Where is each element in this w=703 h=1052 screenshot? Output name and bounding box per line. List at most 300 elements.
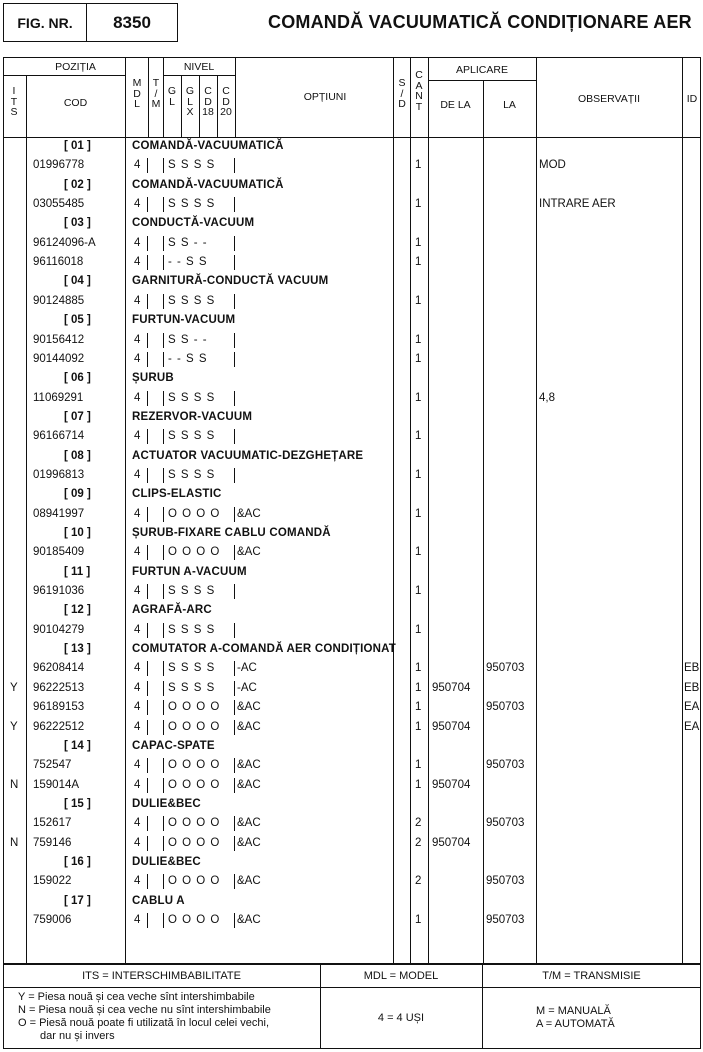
nivel-divider bbox=[163, 836, 164, 851]
table-row bbox=[0, 834, 703, 853]
cod-cell: 90104279 bbox=[33, 623, 85, 636]
group-name: ACTUATOR VACUUMATIC-DEZGHEȚARE bbox=[132, 449, 364, 462]
optiuni-cell: &AC bbox=[237, 778, 261, 791]
cod-cell: 759146 bbox=[33, 836, 72, 849]
fig-label: FIG. NR. bbox=[17, 14, 73, 31]
nivel-cell: O O O O bbox=[168, 701, 221, 714]
mdl-cell: 4 bbox=[134, 236, 141, 249]
group-header-row bbox=[0, 737, 703, 756]
cant-cell: 1 bbox=[415, 159, 422, 172]
mdl-divider bbox=[147, 623, 148, 638]
mdl-divider bbox=[147, 352, 148, 367]
header-sd: S / D bbox=[398, 77, 406, 110]
nivel-cell: S S - - bbox=[168, 333, 208, 346]
id-cell: EB bbox=[684, 662, 700, 675]
mdl-divider bbox=[147, 197, 148, 212]
nivel-divider bbox=[163, 720, 164, 735]
table-row bbox=[0, 679, 703, 698]
mdl-divider bbox=[147, 913, 148, 928]
col-line bbox=[235, 57, 236, 137]
mdl-divider bbox=[147, 333, 148, 348]
de-la-cell: 950704 bbox=[432, 681, 471, 694]
group-header-row bbox=[0, 369, 703, 388]
mdl-cell: 4 bbox=[134, 333, 141, 346]
cant-cell: 1 bbox=[415, 546, 422, 559]
cod-cell: 152617 bbox=[33, 817, 72, 830]
nivel-divider bbox=[163, 197, 164, 212]
mdl-cell: 4 bbox=[134, 681, 141, 694]
header-gl: G L bbox=[167, 85, 177, 108]
header-observatii: OBSERVAȚII bbox=[577, 93, 641, 105]
group-name: COMANDĂ-VACUUMATICĂ bbox=[132, 178, 284, 191]
nivel-end-divider bbox=[234, 236, 235, 251]
header-cant: C A N T bbox=[415, 69, 423, 113]
nivel-end-divider bbox=[234, 623, 235, 638]
mdl-divider bbox=[147, 874, 148, 889]
nivel-divider bbox=[163, 255, 164, 270]
legend-y: Y = Piesa nouă și cea veche sînt intershimbabile bbox=[18, 991, 255, 1003]
la-cell: 950703 bbox=[486, 701, 525, 714]
legend-mdl: MDL = MODEL bbox=[363, 970, 439, 982]
mdl-cell: 4 bbox=[134, 468, 141, 481]
legend-manual: M = MANUALĂ bbox=[536, 1005, 611, 1017]
group-header-row bbox=[0, 272, 703, 291]
optiuni-cell: -AC bbox=[237, 662, 257, 675]
group-name: CABLU A bbox=[132, 894, 185, 907]
nivel-cell: S S S S bbox=[168, 585, 216, 598]
nivel-end-divider bbox=[234, 429, 235, 444]
group-number: [ 08 ] bbox=[64, 449, 91, 462]
header-nivel: NIVEL bbox=[183, 61, 215, 73]
mdl-divider bbox=[147, 836, 148, 851]
cod-cell: 752547 bbox=[33, 759, 72, 772]
de-la-cell: 950704 bbox=[432, 720, 471, 733]
cant-cell: 1 bbox=[415, 662, 422, 675]
header-id: ID bbox=[686, 93, 698, 105]
mdl-cell: 4 bbox=[134, 759, 141, 772]
mdl-cell: 4 bbox=[134, 623, 141, 636]
mdl-cell: 4 bbox=[134, 662, 141, 675]
group-name: FURTUN A-VACUUM bbox=[132, 565, 247, 578]
cod-cell: 01996778 bbox=[33, 159, 85, 172]
legend-n: N = Piesa nouă și cea veche nu sînt intershimbabile bbox=[18, 1004, 271, 1016]
group-number: [ 15 ] bbox=[64, 797, 91, 810]
observatii-cell: MOD bbox=[539, 159, 566, 172]
its-cell: Y bbox=[10, 720, 18, 733]
nivel-divider bbox=[163, 158, 164, 173]
cant-cell: 1 bbox=[415, 720, 422, 733]
cant-cell: 1 bbox=[415, 759, 422, 772]
mdl-cell: 4 bbox=[134, 585, 141, 598]
mdl-cell: 4 bbox=[134, 914, 141, 926]
optiuni-cell: &AC bbox=[237, 759, 261, 772]
nivel-divider bbox=[163, 236, 164, 251]
table-row bbox=[0, 911, 703, 930]
cod-cell: 90185409 bbox=[33, 546, 85, 559]
mdl-cell: 4 bbox=[134, 778, 141, 791]
nivel-divider bbox=[163, 700, 164, 715]
optiuni-cell: &AC bbox=[237, 701, 261, 714]
cod-cell: 96124096-A bbox=[33, 236, 96, 249]
nivel-divider bbox=[163, 758, 164, 773]
group-name: GARNITURĂ-CONDUCTĂ VACUUM bbox=[132, 275, 329, 288]
group-name: DULIE&BEC bbox=[132, 797, 201, 810]
group-number: [ 05 ] bbox=[64, 314, 91, 327]
nivel-cell: O O O O bbox=[168, 817, 221, 830]
nivel-end-divider bbox=[234, 391, 235, 406]
legend-o: O = Piesă nouă poate fi utilizată în locul celei vechi, bbox=[18, 1017, 270, 1029]
nivel-cell: O O O O bbox=[168, 546, 221, 559]
mdl-divider bbox=[147, 584, 148, 599]
table-row bbox=[0, 543, 703, 562]
la-cell: 950703 bbox=[486, 817, 525, 830]
group-header-row bbox=[0, 214, 703, 233]
group-header-row bbox=[0, 311, 703, 330]
nivel-cell: O O O O bbox=[168, 875, 221, 888]
group-number: [ 17 ] bbox=[64, 894, 91, 907]
id-cell: EB bbox=[684, 681, 700, 694]
legend-its: ITS = INTERSCHIMBABILITATE bbox=[82, 970, 241, 982]
nivel-divider bbox=[163, 913, 164, 928]
nivel-cell: O O O O bbox=[168, 778, 221, 791]
mdl-cell: 4 bbox=[134, 701, 141, 714]
nivel-divider bbox=[163, 391, 164, 406]
group-header-row bbox=[0, 176, 703, 195]
nivel-divider bbox=[163, 352, 164, 367]
nivel-cell: S S S S bbox=[168, 662, 216, 675]
group-name: ȘURUB bbox=[132, 372, 174, 385]
cod-cell: 03055485 bbox=[33, 198, 85, 211]
group-number: [ 16 ] bbox=[64, 855, 91, 868]
legend-auto: A = AUTOMATĂ bbox=[536, 1018, 615, 1030]
nivel-end-divider bbox=[234, 197, 235, 212]
mdl-divider bbox=[147, 778, 148, 793]
mdl-cell: 4 bbox=[134, 159, 141, 172]
table-row bbox=[0, 621, 703, 640]
cant-cell: 1 bbox=[415, 391, 422, 404]
nivel-end-divider bbox=[234, 816, 235, 831]
nivel-end-divider bbox=[234, 758, 235, 773]
table-row bbox=[0, 718, 703, 737]
cod-cell: 96191036 bbox=[33, 585, 85, 598]
optiuni-cell: &AC bbox=[237, 914, 261, 926]
mdl-divider bbox=[147, 236, 148, 251]
header-cod: COD bbox=[63, 97, 88, 109]
table-row bbox=[0, 195, 703, 214]
nivel-end-divider bbox=[234, 681, 235, 696]
nivel-end-divider bbox=[234, 352, 235, 367]
nivel-cell: S S S S bbox=[168, 468, 216, 481]
group-header-row bbox=[0, 524, 703, 543]
mdl-divider bbox=[147, 429, 148, 444]
cant-cell: 1 bbox=[415, 294, 422, 307]
nivel-cell: O O O O bbox=[168, 759, 221, 772]
nivel-end-divider bbox=[234, 333, 235, 348]
nivel-end-divider bbox=[234, 545, 235, 560]
header-aplicare: APLICARE bbox=[456, 64, 508, 76]
group-number: [ 06 ] bbox=[64, 372, 91, 385]
mdl-divider bbox=[147, 255, 148, 270]
de-la-cell: 950704 bbox=[432, 836, 471, 849]
mdl-cell: 4 bbox=[134, 546, 141, 559]
nivel-end-divider bbox=[234, 661, 235, 676]
cod-cell: 159022 bbox=[33, 875, 72, 888]
group-header-row bbox=[0, 853, 703, 872]
la-cell: 950703 bbox=[486, 759, 525, 772]
header-glx: G L X bbox=[185, 85, 195, 118]
mdl-divider bbox=[147, 816, 148, 831]
nivel-divider bbox=[163, 816, 164, 831]
mdl-cell: 4 bbox=[134, 875, 141, 888]
cod-cell: 01996813 bbox=[33, 468, 85, 481]
nivel-end-divider bbox=[234, 720, 235, 735]
cod-cell: 96208414 bbox=[33, 662, 85, 675]
nivel-cell: - - S S bbox=[168, 256, 208, 269]
mdl-divider bbox=[147, 681, 148, 696]
its-cell: Y bbox=[10, 681, 18, 694]
mdl-cell: 4 bbox=[134, 836, 141, 849]
nivel-divider bbox=[163, 294, 164, 309]
cant-cell: 1 bbox=[415, 198, 422, 211]
cant-cell: 1 bbox=[415, 256, 422, 269]
table-row bbox=[0, 505, 703, 524]
header-cd20: C D 20 bbox=[220, 85, 232, 118]
cant-cell: 2 bbox=[415, 817, 422, 830]
mdl-divider bbox=[147, 758, 148, 773]
nivel-end-divider bbox=[234, 294, 235, 309]
table-row bbox=[0, 350, 703, 369]
nivel-divider bbox=[163, 778, 164, 793]
nivel-end-divider bbox=[234, 255, 235, 270]
la-cell: 950703 bbox=[486, 914, 525, 926]
nivel-end-divider bbox=[234, 913, 235, 928]
nivel-divider bbox=[163, 681, 164, 696]
mdl-cell: 4 bbox=[134, 294, 141, 307]
mdl-divider bbox=[147, 391, 148, 406]
group-name: CLIPS-ELASTIC bbox=[132, 488, 222, 501]
table-row bbox=[0, 756, 703, 775]
group-number: [ 14 ] bbox=[64, 739, 91, 752]
nivel-divider bbox=[163, 468, 164, 483]
nivel-end-divider bbox=[234, 778, 235, 793]
nivel-divider bbox=[163, 874, 164, 889]
nivel-divider bbox=[163, 507, 164, 522]
header-optiuni: OPȚIUNI bbox=[303, 91, 347, 103]
legend-divider bbox=[3, 987, 701, 988]
header-its: I T S bbox=[10, 85, 18, 118]
page-title: COMANDĂ VACUUMATICĂ CONDIȚIONARE AER bbox=[268, 12, 692, 32]
header-cd18: C D 18 bbox=[202, 85, 214, 118]
observatii-cell: 4,8 bbox=[539, 391, 555, 404]
optiuni-cell: &AC bbox=[237, 836, 261, 849]
nivel-cell: S S S S bbox=[168, 623, 216, 636]
cod-cell: 96166714 bbox=[33, 430, 85, 443]
group-number: [ 02 ] bbox=[64, 178, 91, 191]
table-row bbox=[0, 814, 703, 833]
cod-cell: 08941997 bbox=[33, 507, 85, 520]
cod-cell: 159014A bbox=[33, 778, 80, 791]
nivel-cell: O O O O bbox=[168, 836, 221, 849]
mdl-cell: 4 bbox=[134, 352, 141, 365]
cant-cell: 1 bbox=[415, 352, 422, 365]
nivel-cell: S S S S bbox=[168, 198, 216, 211]
nivel-divider bbox=[163, 429, 164, 444]
cod-cell: 759006 bbox=[33, 914, 72, 926]
mdl-divider bbox=[147, 661, 148, 676]
table-row bbox=[0, 253, 703, 272]
id-cell: EA bbox=[684, 720, 700, 733]
cant-cell: 2 bbox=[415, 836, 422, 849]
cod-cell: 90144092 bbox=[33, 352, 85, 365]
optiuni-cell: &AC bbox=[237, 546, 261, 559]
id-cell: EA bbox=[684, 701, 700, 714]
its-cell: N bbox=[10, 836, 19, 849]
mdl-cell: 4 bbox=[134, 391, 141, 404]
la-cell: 950703 bbox=[486, 875, 525, 888]
nivel-cell: S S S S bbox=[168, 391, 216, 404]
observatii-cell: INTRARE AER bbox=[539, 198, 616, 211]
group-header-row bbox=[0, 563, 703, 582]
cod-cell: 90124885 bbox=[33, 294, 85, 307]
nivel-cell: - - S S bbox=[168, 352, 208, 365]
nivel-divider bbox=[163, 584, 164, 599]
nivel-end-divider bbox=[234, 836, 235, 851]
group-name: FURTUN-VACUUM bbox=[132, 314, 236, 327]
group-number: [ 09 ] bbox=[64, 488, 91, 501]
nivel-end-divider bbox=[234, 468, 235, 483]
group-name: REZERVOR-VACUUM bbox=[132, 410, 253, 423]
table-row bbox=[0, 427, 703, 446]
optiuni-cell: &AC bbox=[237, 720, 261, 733]
optiuni-cell: -AC bbox=[237, 681, 257, 694]
la-cell: 950703 bbox=[486, 662, 525, 675]
group-name: AGRAFĂ-ARC bbox=[132, 604, 212, 617]
table-row bbox=[0, 582, 703, 601]
group-header-row bbox=[0, 601, 703, 620]
nivel-end-divider bbox=[234, 507, 235, 522]
table-row bbox=[0, 389, 703, 408]
group-number: [ 13 ] bbox=[64, 643, 91, 656]
fig-number: 8350 bbox=[113, 12, 151, 32]
group-number: [ 03 ] bbox=[64, 217, 91, 230]
nivel-cell: O O O O bbox=[168, 720, 221, 733]
nivel-divider bbox=[163, 661, 164, 676]
nivel-end-divider bbox=[234, 874, 235, 889]
table-row bbox=[0, 698, 703, 717]
nivel-divider bbox=[163, 333, 164, 348]
group-number: [ 01 ] bbox=[64, 140, 91, 152]
pozitia-line bbox=[3, 75, 125, 76]
mdl-divider bbox=[147, 158, 148, 173]
cant-cell: 1 bbox=[415, 236, 422, 249]
mdl-divider bbox=[147, 720, 148, 735]
group-name: DULIE&BEC bbox=[132, 855, 201, 868]
group-header-row bbox=[0, 408, 703, 427]
group-number: [ 10 ] bbox=[64, 527, 91, 539]
nivel-divider bbox=[163, 545, 164, 560]
cant-cell: 2 bbox=[415, 875, 422, 888]
cant-cell: 1 bbox=[415, 468, 422, 481]
header-la: LA bbox=[503, 99, 516, 111]
nivel-cell: S S S S bbox=[168, 681, 216, 694]
mdl-divider bbox=[147, 700, 148, 715]
header-tm: T / M bbox=[151, 77, 161, 110]
nivel-cell: S S - - bbox=[168, 236, 208, 249]
nivel-cell: S S S S bbox=[168, 294, 216, 307]
mdl-cell: 4 bbox=[134, 720, 141, 733]
fig-label-box bbox=[3, 3, 87, 42]
cant-cell: 1 bbox=[415, 914, 422, 926]
cant-cell: 1 bbox=[415, 333, 422, 346]
cant-cell: 1 bbox=[415, 701, 422, 714]
group-number: [ 11 ] bbox=[64, 565, 91, 578]
nivel-end-divider bbox=[234, 584, 235, 599]
fig-number-box bbox=[86, 3, 178, 42]
group-name: CONDUCTĂ-VACUUM bbox=[132, 217, 255, 230]
optiuni-cell: &AC bbox=[237, 875, 261, 888]
group-number: [ 04 ] bbox=[64, 275, 91, 288]
nivel-cell: O O O O bbox=[168, 914, 221, 926]
mdl-divider bbox=[147, 545, 148, 560]
nivel-end-divider bbox=[234, 158, 235, 173]
group-name: CAPAC-SPATE bbox=[132, 739, 215, 752]
optiuni-cell: &AC bbox=[237, 507, 261, 520]
table-row bbox=[0, 331, 703, 350]
group-header-row bbox=[0, 137, 703, 156]
group-header-row bbox=[0, 485, 703, 504]
cant-cell: 1 bbox=[415, 623, 422, 636]
mdl-cell: 4 bbox=[134, 256, 141, 269]
mdl-divider bbox=[147, 468, 148, 483]
header-pozitia: POZIȚIA bbox=[55, 61, 96, 73]
de-la-cell: 950704 bbox=[432, 778, 471, 791]
mdl-cell: 4 bbox=[134, 430, 141, 443]
its-cell: N bbox=[10, 778, 19, 791]
cant-cell: 1 bbox=[415, 430, 422, 443]
table-row bbox=[0, 659, 703, 678]
group-number: [ 07 ] bbox=[64, 410, 91, 423]
table-row bbox=[0, 872, 703, 891]
mdl-divider bbox=[147, 294, 148, 309]
legend-usi: 4 = 4 UȘI bbox=[377, 1012, 425, 1024]
group-header-row bbox=[0, 640, 703, 659]
group-name: COMANDĂ-VACUUMATICĂ bbox=[132, 140, 284, 152]
table-row bbox=[0, 466, 703, 485]
nivel-cell: O O O O bbox=[168, 507, 221, 520]
aplicare-line bbox=[428, 80, 536, 81]
cod-cell: 90156412 bbox=[33, 333, 85, 346]
legend-o2: dar nu și invers bbox=[40, 1030, 115, 1042]
cod-cell: 96189153 bbox=[33, 701, 85, 714]
mdl-cell: 4 bbox=[134, 198, 141, 211]
cant-cell: 1 bbox=[415, 585, 422, 598]
header-de-la: DE LA bbox=[440, 99, 471, 111]
mdl-cell: 4 bbox=[134, 507, 141, 520]
table-row bbox=[0, 234, 703, 253]
cant-cell: 1 bbox=[415, 681, 422, 694]
cant-cell: 1 bbox=[415, 778, 422, 791]
optiuni-cell: &AC bbox=[237, 817, 261, 830]
group-header-row bbox=[0, 892, 703, 911]
cod-cell: 96222512 bbox=[33, 720, 85, 733]
mdl-cell: 4 bbox=[134, 817, 141, 830]
cant-cell: 1 bbox=[415, 507, 422, 520]
table-row bbox=[0, 776, 703, 795]
group-number: [ 12 ] bbox=[64, 604, 91, 617]
table-row bbox=[0, 292, 703, 311]
group-header-row bbox=[0, 795, 703, 814]
col-line bbox=[181, 75, 182, 137]
